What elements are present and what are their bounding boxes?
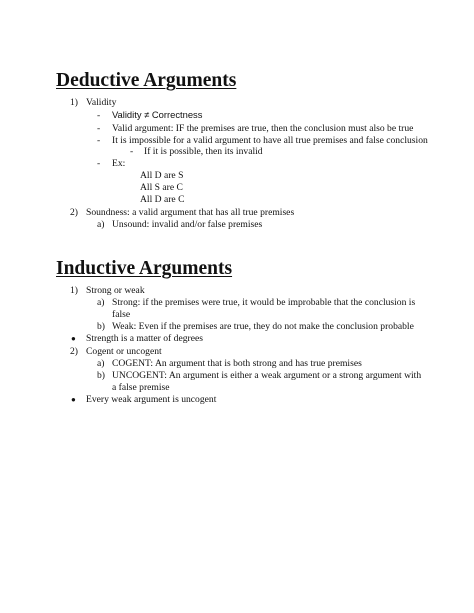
bullet-icon: ● <box>71 395 76 404</box>
validity-item: Validity <box>86 97 117 108</box>
list-number: 2) <box>70 207 78 218</box>
dash-marker: - <box>97 135 101 146</box>
example-label: Ex: <box>112 158 126 169</box>
dash-marker: - <box>97 158 101 169</box>
list-number: 1) <box>70 285 78 296</box>
dash-marker: - <box>97 123 101 134</box>
list-letter: a) <box>97 358 105 369</box>
example-line: All D are S <box>140 170 184 181</box>
strength-item: Strength is a matter of degrees <box>86 333 203 344</box>
cogent-item: COGENT: An argument that is both strong and has true premises <box>112 358 362 369</box>
valid-argument-item: Valid argument: IF the premises are true, then the conclusion must also be true <box>112 123 414 134</box>
example-line: All D are C <box>140 194 185 205</box>
unsound-item: Unsound: invalid and/or false premises <box>112 219 263 230</box>
cogent-or-uncogent-item: Cogent or uncogent <box>86 346 162 357</box>
uncogent-item-line2: a false premise <box>112 382 170 393</box>
strong-or-weak-item: Strong or weak <box>86 285 145 296</box>
list-letter: b) <box>97 321 105 332</box>
list-number: 1) <box>70 97 78 108</box>
list-letter: a) <box>97 297 105 308</box>
weak-item: Weak: Even if the premises are true, they do not make the conclusion probable <box>112 321 414 332</box>
uncogent-item-line1: UNCOGENT: An argument is either a weak argument or a strong argument with <box>112 370 422 381</box>
strong-item-line1: Strong: if the premises were true, it would be improbable that the conclusion is <box>112 297 416 308</box>
deductive-heading: Deductive Arguments <box>56 70 237 91</box>
bullet-icon: ● <box>71 334 76 343</box>
inductive-heading: Inductive Arguments <box>56 258 233 279</box>
every-weak-item: Every weak argument is uncogent <box>86 394 217 405</box>
dash-marker: - <box>130 146 134 157</box>
strong-item-line2: false <box>112 309 131 320</box>
soundness-item: Soundness: a valid argument that has all true premises <box>86 207 295 218</box>
list-letter: b) <box>97 370 105 381</box>
impossible-item: It is impossible for a valid argument to have all true premises and false conclusion <box>112 135 428 146</box>
list-letter: a) <box>97 219 105 230</box>
example-line: All S are C <box>140 182 183 193</box>
list-number: 2) <box>70 346 78 357</box>
validity-correctness-item: Validity ≠ Correctness <box>112 109 203 120</box>
dash-marker: - <box>97 110 101 121</box>
if-possible-item: If it is possible, then its invalid <box>144 146 263 157</box>
